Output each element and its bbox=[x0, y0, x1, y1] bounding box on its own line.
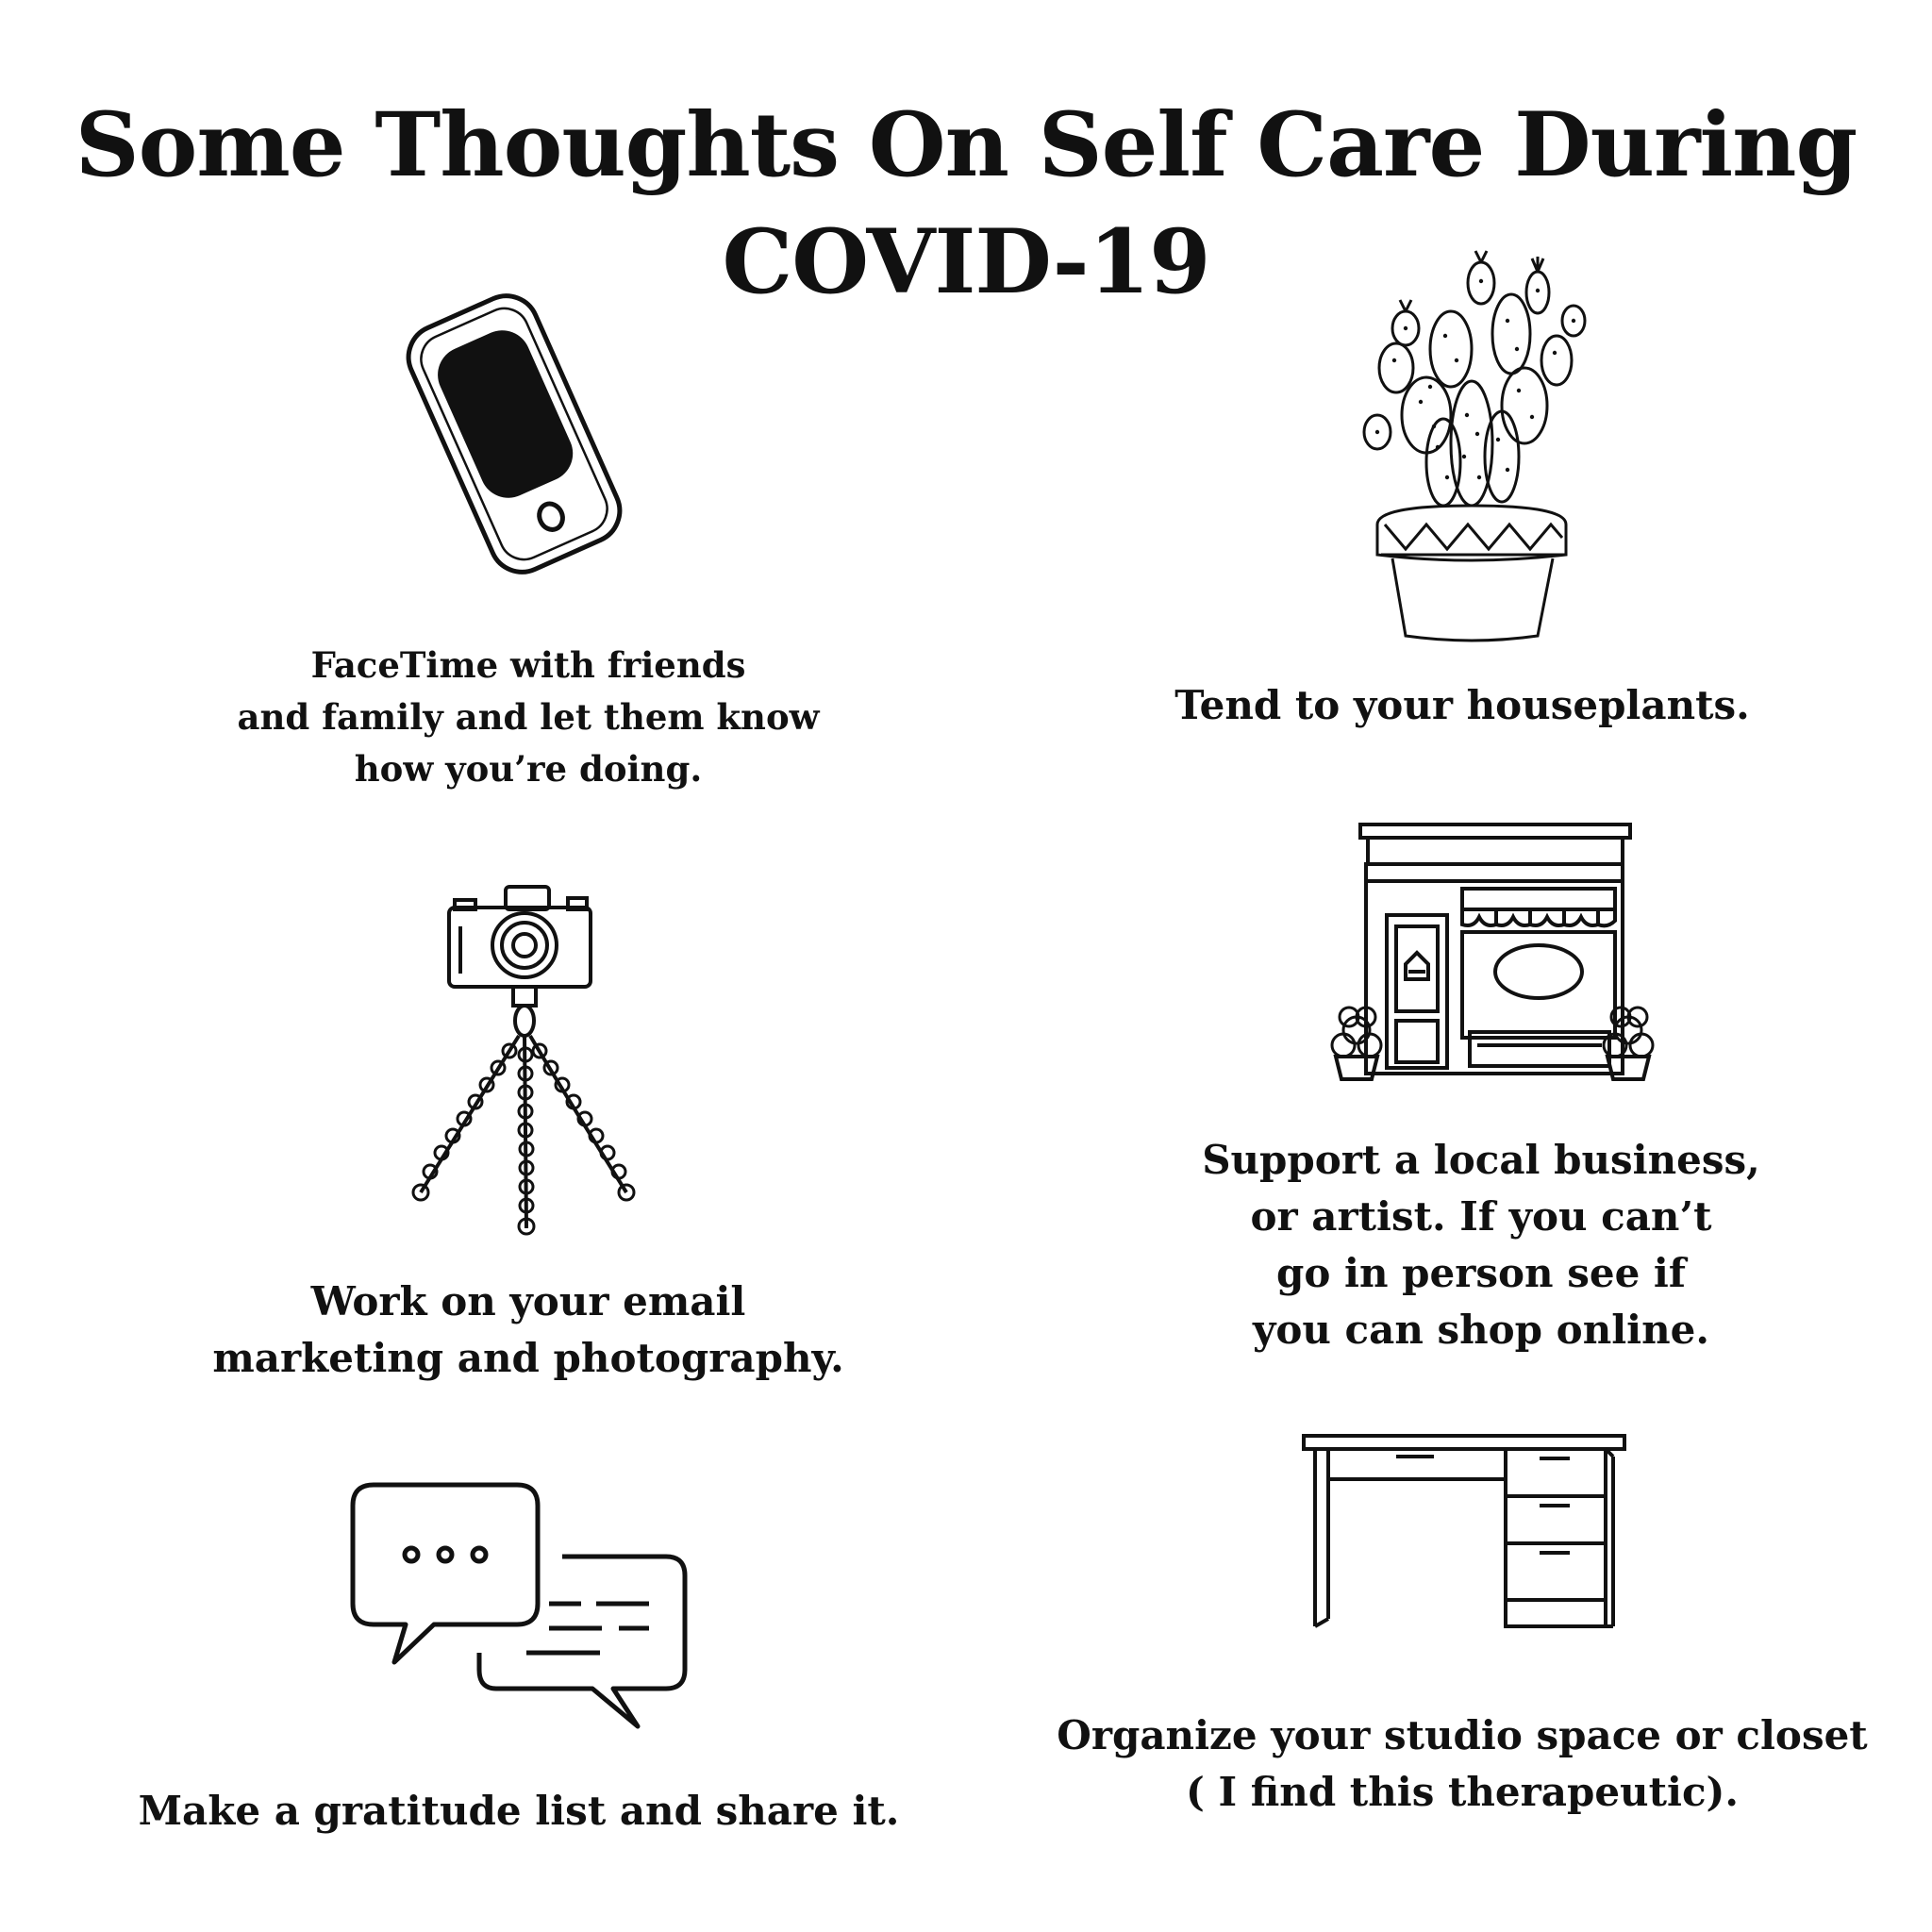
houseplants-tip-line: Tend to your houseplants. bbox=[1174, 682, 1750, 728]
camera-tripod-icon bbox=[406, 879, 651, 1238]
potted-cactus-icon bbox=[1340, 255, 1604, 641]
local-business-tip-line: Support a local business, bbox=[1202, 1137, 1760, 1183]
page-title-line-2: COVID-19 bbox=[722, 210, 1210, 314]
facetime-tip-line: how you’re doing. bbox=[354, 748, 703, 790]
photography-tip-line: marketing and photography. bbox=[212, 1335, 844, 1381]
page-title bbox=[0, 87, 1932, 321]
gratitude-tip-caption bbox=[94, 1783, 943, 1840]
local-business-tip-caption bbox=[1094, 1132, 1868, 1358]
photography-tip-line: Work on your email bbox=[310, 1278, 746, 1324]
facetime-tip-line: FaceTime with friends bbox=[310, 644, 746, 686]
chat-bubbles-icon bbox=[345, 1481, 694, 1736]
photography-tip-caption bbox=[151, 1274, 906, 1387]
facetime-tip-caption bbox=[151, 640, 906, 795]
local-business-tip-line: go in person see if bbox=[1276, 1250, 1686, 1296]
local-business-tip-line: you can shop online. bbox=[1252, 1307, 1710, 1353]
houseplants-tip-caption bbox=[1075, 677, 1849, 734]
desk-icon bbox=[1302, 1434, 1626, 1628]
gratitude-tip-line: Make a gratitude list and share it. bbox=[138, 1788, 900, 1834]
facetime-tip-line: and family and let them know bbox=[237, 696, 820, 738]
organize-tip-caption bbox=[1047, 1707, 1877, 1821]
page-title-line-1: Some Thoughts On Self Care During bbox=[75, 93, 1857, 197]
local-business-tip-line: or artist. If you can’t bbox=[1250, 1193, 1712, 1240]
smartphone-icon bbox=[387, 292, 641, 575]
storefront-icon bbox=[1311, 823, 1670, 1087]
organize-tip-line: Organize your studio space or closet bbox=[1057, 1712, 1868, 1758]
organize-tip-line: ( I find this therapeutic). bbox=[1185, 1769, 1740, 1815]
